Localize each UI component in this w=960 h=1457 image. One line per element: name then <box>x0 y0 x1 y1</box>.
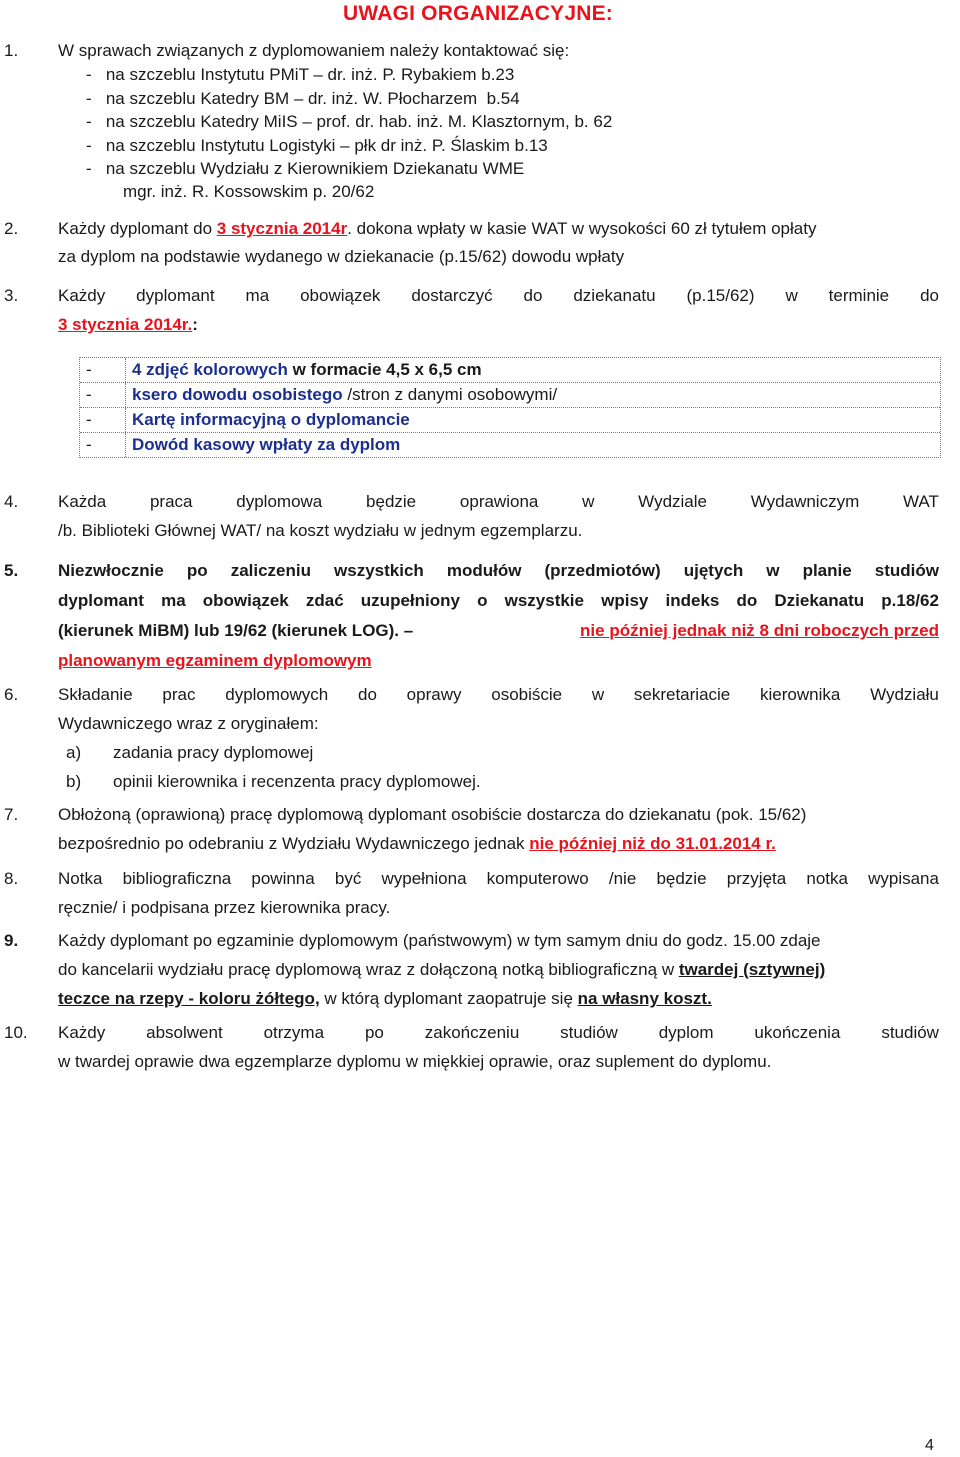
item-9-line-1: Każdy dyplomant po egzaminie dyplomowym (państwowym) w tym samym dniu do godz. 15.00 zdaje <box>58 931 821 950</box>
item-6-sub-a-letter: a) <box>66 743 82 762</box>
item-4-line-1: Każda praca dyplomowa będzie oprawiona w Wydziale Wydawniczym WAT <box>58 492 939 511</box>
document-title: UWAGI ORGANIZACYJNE: <box>342 2 613 25</box>
item-8-number: 8. <box>4 869 19 888</box>
payment-deadline: 3 stycznia 2014r <box>216 219 348 238</box>
item-1-text: W sprawach związanych z dyplomowaniem należy kontaktować się: <box>58 41 570 60</box>
item-2-number: 2. <box>4 219 19 238</box>
item-10-number: 10. <box>4 1023 28 1042</box>
item-8-line-1: Notka bibliograficzna powinna być wypełniona komputerowo /nie będzie przyjęta notka wypisana <box>58 869 939 888</box>
contact-wydzial-name: mgr. inż. R. Kossowskim p. 20/62 <box>123 182 375 201</box>
item-6-sub-b-text: opinii kierownika i recenzenta pracy dyplomowej. <box>113 772 481 791</box>
item-7-line-2: bezpośrednio po odebraniu z Wydziału Wydawniczego jednak nie później niż do 31.01.2014 r. <box>58 834 776 853</box>
item-5-number: 5. <box>4 561 19 580</box>
item-4-line-2: /b. Biblioteki Głównej WAT/ na koszt wydziału w jednym egzemplarzu. <box>58 521 583 540</box>
item-6-sub-a-text: zadania pracy dyplomowej <box>113 743 314 762</box>
item-6-line-2: Wydawniczego wraz z oryginałem: <box>58 714 319 733</box>
item-7-number: 7. <box>4 805 19 824</box>
item-7-line-1: Obłożoną (oprawioną) pracę dyplomową dyplomant osobiście dostarcza do dziekanatu (pok. 15/62) <box>58 805 807 824</box>
item-6-number: 6. <box>4 685 19 704</box>
item-9-line-3: teczce na rzepy - koloru żółtego, w którą dyplomant zaopatruje się na własny koszt. <box>58 989 712 1008</box>
contact-pmit: - na szczeblu Instytutu PMiT – dr. inż. P. Rybakiem b.23 <box>86 65 515 84</box>
item-4-number: 4. <box>4 492 19 511</box>
requirement-row: - Dowód kasowy wpłaty za dyplom <box>80 433 940 457</box>
requirement-payment-receipt: Dowód kasowy wpłaty za dyplom <box>132 435 401 454</box>
requirement-row: - Kartę informacyjną o dyplomancie <box>80 408 940 433</box>
requirement-info-card: Kartę informacyjną o dyplomancie <box>132 410 410 429</box>
requirement-id-copy: ksero dowodu osobistego <box>132 385 343 404</box>
item-2-line-2: za dyplom na podstawie wydanego w dziekanacie (p.15/62) dowodu wpłaty <box>58 247 625 266</box>
requirement-photos: 4 zdjęć kolorowych <box>132 360 288 379</box>
contact-miis: - na szczeblu Katedry MiIS – prof. dr. hab. inż. M. Klasztornym, b. 62 <box>86 112 613 131</box>
requirement-row: - ksero dowodu osobistego /stron z danymi osobowymi/ <box>80 383 940 408</box>
binding-deadline: nie później niż do 31.01.2014 r. <box>529 834 776 853</box>
page-number: 4 <box>925 1437 934 1454</box>
requirement-row: - 4 zdjęć kolorowych w formacie 4,5 x 6,5 cm <box>80 358 940 383</box>
item-6-line-1: Składanie prac dyplomowych do oprawy osobiście w sekretariacie kierownika Wydziału <box>58 685 939 704</box>
indeks-deadline: nie później jednak niż 8 dni roboczych przed <box>580 621 939 640</box>
item-8-line-2: ręcznie/ i podpisana przez kierownika pracy. <box>58 898 391 917</box>
item-5-line-2: dyplomant ma obowiązek zdać uzupełniony o wszystkie wpisy indeks do Dziekanatu p.18/62 <box>58 591 939 610</box>
contact-bm: - na szczeblu Katedry BM – dr. inż. W. Płocharzem b.54 <box>86 89 520 108</box>
item-3-line-1: Każdy dyplomant ma obowiązek dostarczyć do dziekanatu (p.15/62) w terminie do <box>58 286 939 305</box>
documents-deadline: 3 stycznia 2014r. <box>58 315 193 334</box>
item-6-sub-b-letter: b) <box>66 772 82 791</box>
item-10-line-1: Każdy absolwent otrzyma po zakończeniu studiów dyplom ukończenia studiów <box>58 1023 939 1042</box>
item-1-number: 1. <box>4 41 19 60</box>
item-2-line-1: Każdy dyplomant do 3 stycznia 2014r. dokona wpłaty w kasie WAT w wysokości 60 zł tytułem opłaty <box>58 219 817 238</box>
contact-wydzial: - na szczeblu Wydziału z Kierownikiem Dziekanatu WME <box>86 159 525 178</box>
item-5-line-4: planowanym egzaminem dyplomowym <box>58 651 372 670</box>
item-3-number: 3. <box>4 286 19 305</box>
item-5-line-3: (kierunek MiBM) lub 19/62 (kierunek LOG). – nie później jednak niż 8 dni roboczych przed <box>58 621 939 640</box>
item-3-line-2: 3 stycznia 2014r.: <box>58 315 198 334</box>
item-9-number: 9. <box>4 931 19 950</box>
item-10-line-2: w twardej oprawie dwa egzemplarze dyplomu w miękkiej oprawie, oraz suplement do dyplomu. <box>58 1052 772 1071</box>
contact-logistyki: - na szczeblu Instytutu Logistyki – płk dr inż. P. Ślaskim b.13 <box>86 136 548 155</box>
item-5-line-1: Niezwłocznie po zaliczeniu wszystkich modułów (przedmiotów) ujętych w planie studiów <box>58 561 939 580</box>
requirements-table <box>79 357 941 458</box>
item-9-line-2: do kancelarii wydziału pracę dyplomową wraz z dołączoną notką bibliograficzną w twardej (sztywnej) <box>58 960 826 979</box>
